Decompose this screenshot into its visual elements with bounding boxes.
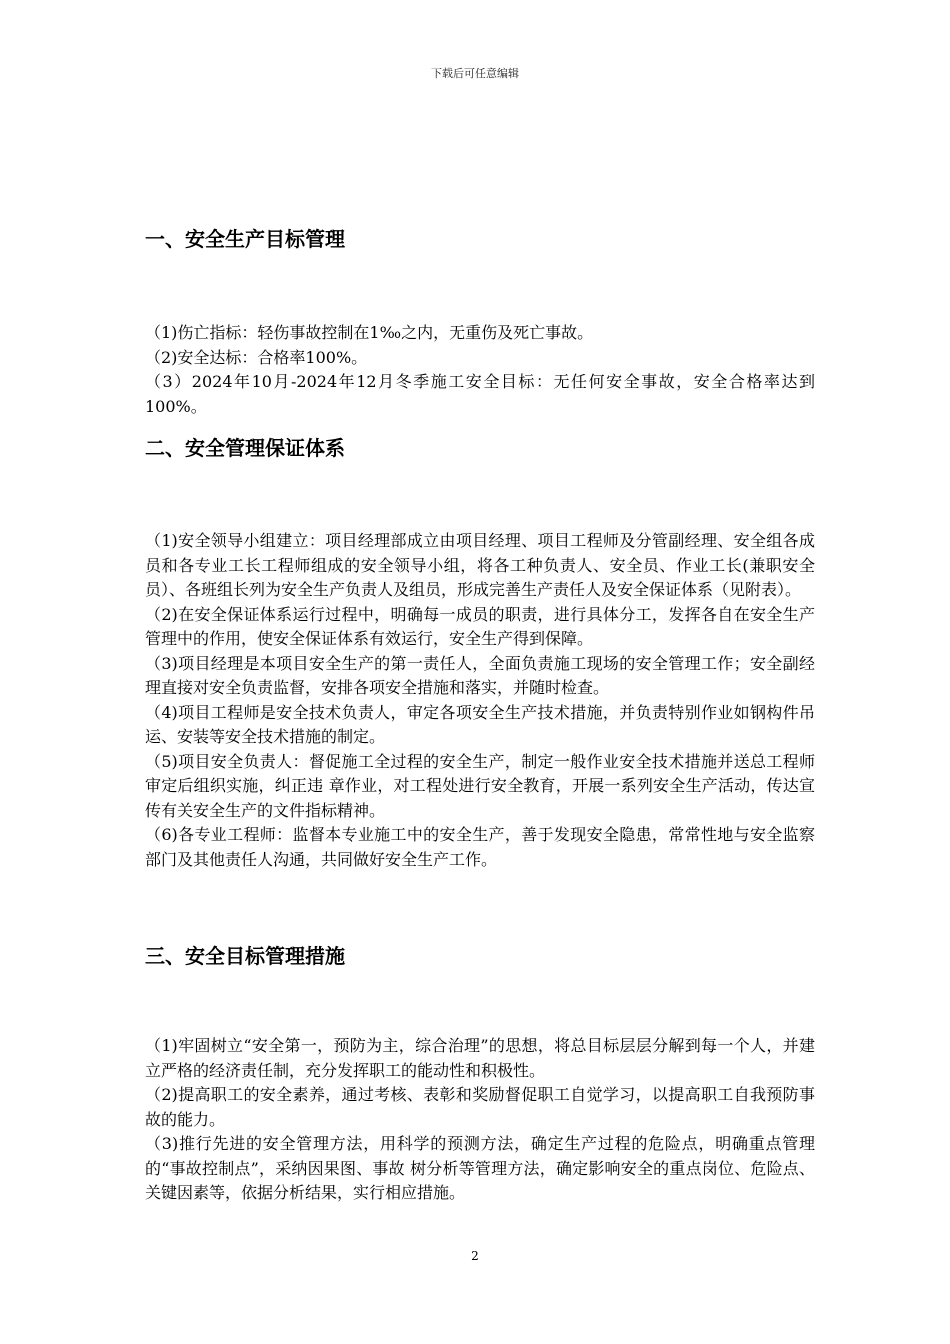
item-list <box>145 321 815 419</box>
list-item: （6)各专业工程师：监督本专业施工中的安全生产，善于发现安全隐患，常常性地与安全监察部门及其他责任人沟通，共同做好安全生产工作。 <box>145 825 815 869</box>
list-item: （1)牢固树立“安全第一，预防为主，综合治理”的思想，将总目标层层分解到每一个人，并建立严格的经济责任制，充分发挥职工的能动性和积极性。 <box>145 1036 815 1080</box>
list-item: （5)项目安全负责人：督促施工全过程的安全生产，制定一般作业安全技术措施并送总工程师审定后组织实施，纠正违 章作业，对工程处进行安全教育，开展一系列安全生产活动，传达宣传有关安全生产的文件指标精神。 <box>145 751 815 820</box>
list-item: （3)推行先进的安全管理方法，用科学的预测方法，确定生产过程的危险点，明确重点管理的“事故控制点”，采纳因果图、事故 树分析等管理方法，确定影响安全的重点岗位、危险点、关键因素等，依据分析结果，实行相应措施。 <box>145 1134 815 1202</box>
list-item: （2)在安全保证体系运行过程中，明确每一成员的职责，进行具体分工，发挥各自在安全生产管理中的作用，使安全保证体系有效运行，安全生产得到保障。 <box>145 604 815 648</box>
section-title: 一、安全生产目标管理 <box>145 227 345 251</box>
list-item: （3）2024年10月-2024年12月冬季施工安全目标：无任何安全事故，安全合格率达到100%。 <box>145 372 815 416</box>
list-item: （4)项目工程师是安全技术负责人，审定各项安全生产技术措施，并负责特别作业如钢构件吊运、安装等安全技术措施的制定。 <box>145 702 815 746</box>
header-note: 下载后可任意编辑 <box>431 67 519 80</box>
list-item: （2)安全达标：合格率100%。 <box>145 347 368 367</box>
item-list <box>145 529 815 872</box>
list-item: （2)提高职工的安全素养，通过考核、表彰和奖励督促职工自觉学习，以提高职工自我预防事故的能力。 <box>145 1085 815 1129</box>
section-title: 二、安全管理保证体系 <box>145 436 345 460</box>
list-item: （1)安全领导小组建立：项目经理部成立由项目经理、项目工程师及分管副经理、安全组各成员和各专业工长工程师组成的安全领导小组，将各工种负责人、安全员、作业工长(兼职安全员）、各班组长列为安全生产负责人及组员，形成完善生产责任人及安全保证体系（见附表）。 <box>145 531 815 599</box>
section-safety-measures <box>145 943 815 1206</box>
list-item: （3)项目经理是本项目安全生产的第一责任人，全面负责施工现场的安全管理工作；安全副经理直接对安全负责监督，安排各项安全措施和落实，并随时检查。 <box>145 653 815 697</box>
section-safety-goals <box>145 226 815 419</box>
page-number: 2 <box>471 1249 479 1263</box>
section-safety-system <box>145 435 815 872</box>
item-list <box>145 1034 815 1206</box>
section-title: 三、安全目标管理措施 <box>145 944 345 968</box>
list-item: （1)伤亡指标：轻伤事故控制在1‰之内，无重伤及死亡事故。 <box>145 323 594 342</box>
